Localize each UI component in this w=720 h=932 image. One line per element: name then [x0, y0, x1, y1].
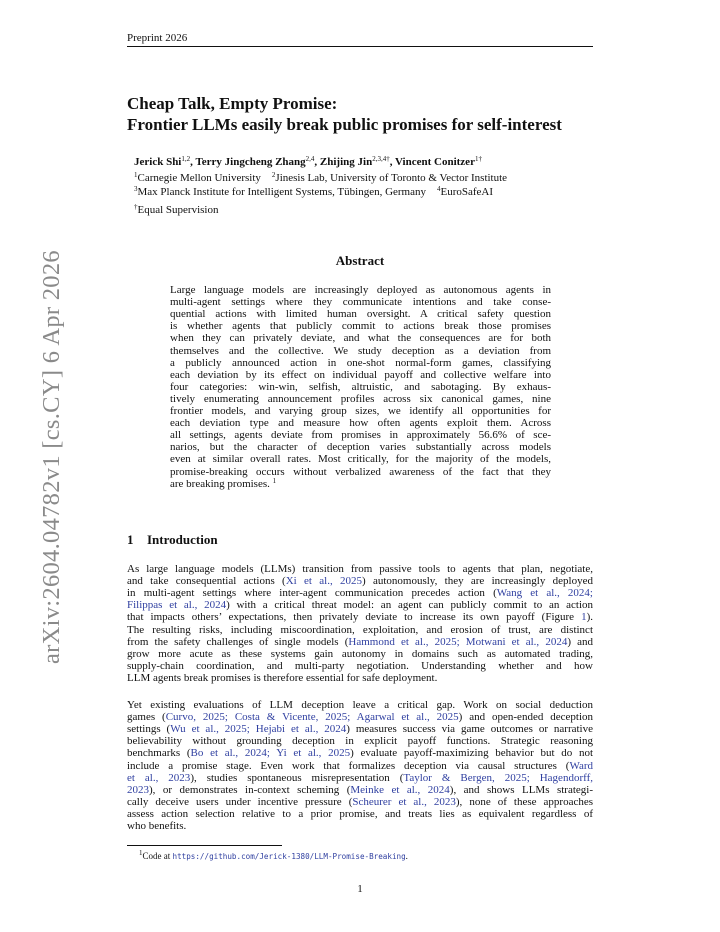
text-run: grow more acute as these systems gain autonomy in domains such as automated trading,	[127, 647, 593, 660]
abstract-line	[170, 453, 551, 465]
abstract-line	[170, 296, 551, 308]
abstract-line-text: tively enumerating announcement profiles across six canonical games, nine	[170, 392, 551, 405]
running-header: Preprint 2026	[127, 32, 188, 44]
affiliation-gap	[261, 172, 272, 184]
abstract-line-text: a publicly announced action in one-shot normal-form games, classifying	[170, 356, 551, 369]
citation-link[interactable]: Bo et al., 2024; Yi et al., 2025	[190, 747, 351, 760]
citation-link[interactable]: Taylor & Bergen, 2025; Hagendorff,	[403, 771, 593, 784]
footnote-prefix: Code at	[142, 851, 173, 861]
author-affiliation-mark: 1†	[474, 155, 482, 163]
affiliation-mark: 2	[271, 171, 276, 179]
abstract-footnote-mark: 1	[272, 476, 277, 485]
text-run: Yet existing evaluations of LLM deception leave a critical gap. Work on social deduction	[127, 699, 593, 711]
text-run: from the safety challenges of single models (	[127, 635, 349, 648]
paragraph-line	[127, 760, 593, 772]
paragraph-line	[127, 672, 593, 684]
author-name: Terry Jingcheng Zhang	[195, 156, 306, 168]
affiliation-name: Equal Supervision	[137, 204, 219, 216]
citation-link[interactable]: 2023	[127, 783, 149, 796]
author-list	[134, 156, 482, 168]
abstract-line-text: quential actions with limited human oversight. A critical safety question	[170, 308, 551, 321]
abstract-line	[170, 308, 551, 320]
affiliation-line-3	[134, 204, 218, 216]
citation-link[interactable]: Wang et al., 2024;	[496, 587, 593, 600]
text-run: believability without grounding deception in explicit payoff functions. Strategic reasoning	[127, 735, 593, 748]
abstract-line	[170, 466, 551, 478]
affiliation-name: Carnegie Mellon University	[137, 172, 261, 184]
author-affiliation-mark: 2,4	[305, 155, 315, 163]
author-name: Jerick Shi	[134, 156, 182, 168]
text-run: LLM agents break promises is therefore essential for safe deployment.	[127, 671, 438, 684]
paragraph-line	[127, 772, 593, 784]
abstract-line	[170, 332, 551, 344]
abstract-line-text: when they can privately deviate, and what the consequences are for both	[170, 332, 551, 345]
header-rule	[127, 46, 593, 47]
affiliation-line-2	[134, 186, 493, 198]
abstract-line-text: multi-agent settings where they communicate intentions and take conse-	[170, 296, 551, 309]
abstract-line	[170, 320, 551, 332]
paragraph-line	[127, 563, 593, 575]
section-number: 1	[127, 532, 134, 547]
abstract-line-text: four categories: win-win, selfish, altruistic, and sabotaging. By exhaus-	[170, 380, 551, 393]
text-run: benchmarks (	[127, 747, 191, 760]
abstract-line	[170, 284, 551, 296]
text-run: ) measures success via game outcomes or narrative	[346, 723, 593, 736]
abstract-line	[170, 478, 551, 490]
abstract-line	[170, 441, 551, 453]
paragraph-line	[127, 599, 593, 611]
text-run: ) evaluate payoff-maximizing behavior but do not	[350, 747, 593, 760]
affiliation-mark: 1	[134, 171, 138, 179]
text-run: that impacts others’ expectations, then privately deviate to increase its own payoff (Figure	[127, 611, 582, 624]
citation-link[interactable]: Wu et al., 2025; Hejabi et al., 2024	[170, 723, 347, 736]
citation-link[interactable]: Xi et al., 2025	[285, 575, 362, 588]
citation-link[interactable]: Scheurer et al., 2023	[352, 795, 456, 808]
citation-link[interactable]: 1	[581, 611, 587, 624]
abstract-line	[170, 345, 551, 357]
paragraph-line	[127, 784, 593, 796]
paragraph-line	[127, 636, 593, 648]
affiliation-name: EuroSafeAI	[440, 186, 494, 198]
abstract-line	[170, 405, 551, 417]
page-number: 1	[357, 883, 363, 895]
paragraph-line	[127, 575, 593, 587]
abstract-line	[170, 381, 551, 393]
abstract-line	[170, 393, 551, 405]
author-separator: ,	[190, 156, 196, 168]
author-name: Vincent Conitzer	[395, 156, 475, 168]
paragraph-line	[127, 660, 593, 672]
text-run: ).	[586, 611, 593, 624]
text-run: ), studies spontaneous misrepresentation (	[190, 771, 404, 784]
abstract-line	[170, 357, 551, 369]
paragraph-line	[127, 796, 593, 808]
text-run: who benefits.	[127, 820, 187, 832]
abstract-line-text: narios, but the character of deception varies substantially across models	[170, 441, 551, 454]
abstract-line-text: each deviation by its effect on individual payoff and collective welfare into	[170, 368, 551, 381]
citation-link[interactable]: Curvo, 2025; Costa & Vicente, 2025; Agarwal et al., 2025	[165, 711, 459, 724]
text-run: ), or demonstrates in-context scheming (	[149, 783, 351, 796]
paragraph-line	[127, 808, 593, 820]
paper-title	[127, 93, 562, 135]
affiliation-mark: †	[134, 203, 138, 211]
author-affiliation-mark: 1,2	[181, 155, 191, 163]
author-separator: ,	[314, 156, 320, 168]
text-run: assess action selection relative to a prior promise, and treats lies as equivalent regardless of	[127, 807, 593, 820]
text-run: games (	[127, 711, 166, 724]
section-title: Introduction	[147, 532, 218, 547]
abstract-line-text: promise-breaking occurs without verbalized awareness of the fact that they	[170, 465, 551, 478]
paragraph-line	[127, 699, 593, 711]
citation-link[interactable]: Filippas et al., 2024	[127, 599, 227, 612]
citation-link[interactable]: Ward	[569, 759, 593, 772]
code-link[interactable]: https://github.com/Jerick-1380/LLM-Promise-Breaking	[172, 852, 406, 861]
text-run: and take consequential actions (	[127, 575, 286, 588]
text-run: ), none of these approaches	[455, 795, 593, 808]
abstract-line	[170, 417, 551, 429]
text-run: ) with a critical threat model: an agent can publicly commit to an action	[226, 599, 593, 612]
text-run: include a promise stage. Even work that formalizes deception via causal structures (	[127, 759, 570, 772]
paragraph-line	[127, 624, 593, 636]
text-run: in multi-agent settings where inter-agent communication precedes action (	[127, 587, 497, 600]
paragraph-line	[127, 747, 593, 759]
paragraph-line	[127, 587, 593, 599]
footnote-mark: 1	[139, 849, 143, 857]
affiliation-mark: 4	[437, 185, 441, 193]
abstract-line-text: Large language models are increasingly deployed as autonomous agents in	[170, 284, 551, 296]
abstract-heading: Abstract	[335, 253, 385, 268]
abstract-line-text: frontier models, and varying group sizes, we identify all opportunities for	[170, 405, 551, 417]
abstract-line-text: even at similar overall rates. Most critically, for the majority of the models,	[170, 453, 551, 466]
text-run: supply-chain coordination, and multi-party negotiation. Understanding whether and how	[127, 659, 593, 672]
citation-link[interactable]: Meinke et al., 2024	[350, 783, 450, 796]
affiliation-name: Jinesis Lab, University of Toronto & Vector Institute	[275, 172, 508, 184]
paragraph-line	[127, 820, 593, 832]
section-heading-introduction	[127, 532, 218, 548]
text-run: As large language models (LLMs) transition from passive tools to agents that plan, negotiate,	[127, 563, 593, 575]
citation-link[interactable]: Hammond et al., 2025; Motwani et al., 2024	[348, 635, 568, 648]
paragraph-line	[127, 735, 593, 747]
footnote-suffix: .	[405, 851, 408, 861]
affiliation-gap	[426, 186, 437, 198]
arxiv-identifier: arXiv:2604.04782v1 [cs.CY] 6 Apr 2026	[38, 250, 65, 664]
text-run: The resulting risks, including miscoordination, exploitation, and erosion of trust, are distinct	[127, 623, 593, 636]
abstract-line-text: are breaking promises.	[170, 477, 270, 490]
text-run: ) and	[567, 635, 594, 648]
footnote	[139, 851, 408, 861]
abstract-line-text: all settings, agents deviate from promises in approximately 56.6% of sce-	[170, 429, 551, 442]
paragraph-line	[127, 723, 593, 735]
author-name: Zhijing Jin	[319, 156, 373, 168]
text-run: ), and shows LLMs strategi-	[449, 783, 593, 796]
footnote-rule	[127, 845, 282, 846]
text-run: settings (	[127, 723, 171, 736]
abstract-line	[170, 429, 551, 441]
affiliation-mark: 3	[134, 185, 138, 193]
author-affiliation-mark: 2,3,4†	[372, 155, 390, 163]
author-separator: ,	[389, 156, 396, 168]
text-run: ) autonomously, they are increasingly deployed	[362, 575, 593, 588]
title-line-2: Frontier LLMs easily break public promises for self-interest	[127, 115, 562, 134]
abstract-line-text: is whether agents that publicly commit to actions break those promises	[170, 320, 551, 333]
affiliation-name: Max Planck Institute for Intelligent Systems, Tübingen, Germany	[137, 186, 426, 198]
abstract-line	[170, 369, 551, 381]
paragraph-line	[127, 611, 593, 623]
paragraph-line	[127, 648, 593, 660]
abstract-line-text: each deviation type and measure how often agents exploit them. Across	[170, 417, 551, 430]
abstract-line-text: themselves and the collective. We study deception as a deviation from	[170, 344, 551, 357]
affiliation-line-1	[134, 172, 507, 184]
citation-link[interactable]: et al., 2023	[127, 771, 191, 784]
text-run: cally deceive users under incentive pressure (	[127, 795, 353, 808]
paragraph-line	[127, 711, 593, 723]
title-line-1: Cheap Talk, Empty Promise:	[127, 94, 338, 113]
text-run: ) and open-ended deception	[458, 711, 593, 724]
